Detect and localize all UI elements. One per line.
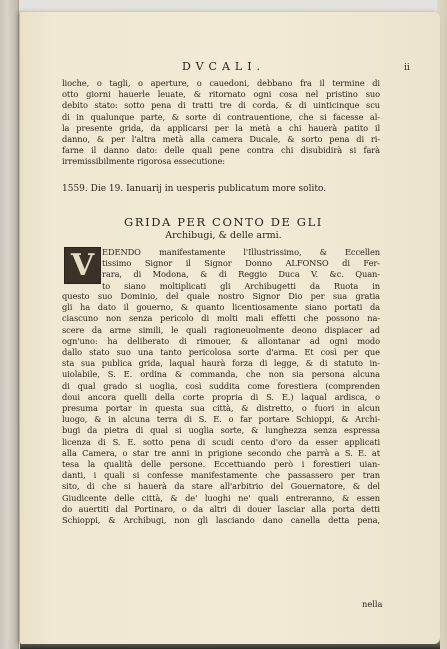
text-line: do auertiti dal Portinaro, o da altri di douer lasciar alla porta detti: [62, 503, 380, 514]
text-line: farne il danno dato: delle quali pene contra chi disubidirà si farà: [62, 145, 380, 156]
initial-letter: V: [70, 248, 95, 283]
paragraph-body: [62, 291, 380, 526]
text-line: gli ha dato il gouerno, & quanto licentiosamente siano portati da: [62, 302, 380, 313]
paragraph-opening: [102, 247, 380, 292]
text-line: irremissibilmente rigorosa essecutione:: [62, 156, 225, 167]
section-heading: GRIDA PER CONTO DE GLI: [124, 215, 323, 229]
text-line: licenza di S. E. sotto pena di scudi cento d'oro da esser applicati: [62, 436, 380, 447]
text-line: uiolabile, S. E. ordina & commanda, che non sia persona alcuna: [62, 369, 380, 380]
text-line: tissimo Signor il Signor Donno ALFONSO di Fer-: [102, 258, 380, 269]
text-line: rara, di Modona, & di Reggio Duca V. &c. Quan-: [102, 269, 380, 280]
paragraph-continuation: [62, 78, 380, 168]
text-line: di qual grado si uoglia, così suddita come forestiera (comprenden: [62, 380, 380, 391]
text-line: bugi da pietra di qual si uoglia sorte, & lunghezza senza espressa: [62, 425, 380, 436]
section-subheading: Archibugi, & delle armi.: [165, 230, 282, 241]
text-line: Schioppi, & Archibugi, non gli lasciando dano canella detta pena,: [62, 515, 380, 526]
text-line: ogn'uno: ha deliberato di rimouer, & allontanar ad ogni modo: [62, 335, 380, 346]
decorated-initial: [64, 247, 101, 284]
text-line: dallo stato suo una tanto pericolosa sorte d'arma. Et così per que: [62, 347, 380, 358]
text-line: sta sua publica grida, laqual haurà forza di legge, & di statuto in-: [62, 358, 380, 369]
text-line: EDENDO manifestamente l'Illustrissimo, & Eccellen: [102, 247, 380, 257]
text-line: di in qualunque parte, & sorte di contrauentione, che si facesse al-: [62, 111, 380, 122]
text-line: to siano moltiplicati gli Archibugetti da Ruota in: [102, 280, 380, 291]
text-line: presuma portar in questa sua città, & distretto, o fuori in alcun: [62, 403, 380, 414]
text-line: sito, di che si hauerà da stare all'arbitrio del Gouernatore, & del: [62, 481, 380, 492]
page-number: ii: [404, 63, 410, 73]
text-line: ciascuno non senza pericolo di molti mali effetti che possono na-: [62, 313, 380, 324]
text-line: scere da arme simili, le quali ragioneuolmente deono dispiacer ad: [62, 324, 380, 335]
text-line: Giudicente delle città, & de' luoghi ne' quali entreranno, & essen: [62, 492, 380, 503]
publication-date-line: 1559. Die 19. Ianuarij in uesperis publicatum more solito.: [62, 184, 327, 194]
text-line: tesa la qualità delle persone. Eccettuando però i forestieri uian-: [62, 459, 380, 470]
text-line: lioche, o tagli, o aperture, o cauedoni, debbano fra il termine di: [62, 78, 380, 88]
catchword: nella: [362, 599, 383, 609]
text-line: danti, i quali si confesse manifestamente che passassero per tran: [62, 470, 380, 481]
text-line: otto giorni hauerle leuate, & ritornato ogni cosa nel pristino suo: [62, 89, 380, 100]
text-line: doui ancora quelli della corte propria di S. E.) laqual ardisca, o: [62, 391, 380, 402]
text-line: questo suo Dominio, del quale nostro Signor Dio per sua gratia: [62, 291, 380, 301]
running-head: DVCALI.: [181, 60, 266, 73]
text-line: la presente grida, da applicarsi per la metà a chi hauerà patito il: [62, 122, 380, 133]
text-line: debito stato: sotto pena di tratti tre di corda, & di uinticinque scu: [62, 100, 380, 111]
text-line: luogo, & in alcuna terra di S. E. o far portare Schioppi, & Archi-: [62, 414, 380, 425]
text-line: danno, & per l'altra metà alla camera Ducale, & sorto pena di ri-: [62, 134, 380, 145]
text-line: alla Camera, o star tre anni in prigione secondo che parrà a S. E. at: [62, 447, 380, 458]
book-cover-edge: [0, 0, 19, 649]
